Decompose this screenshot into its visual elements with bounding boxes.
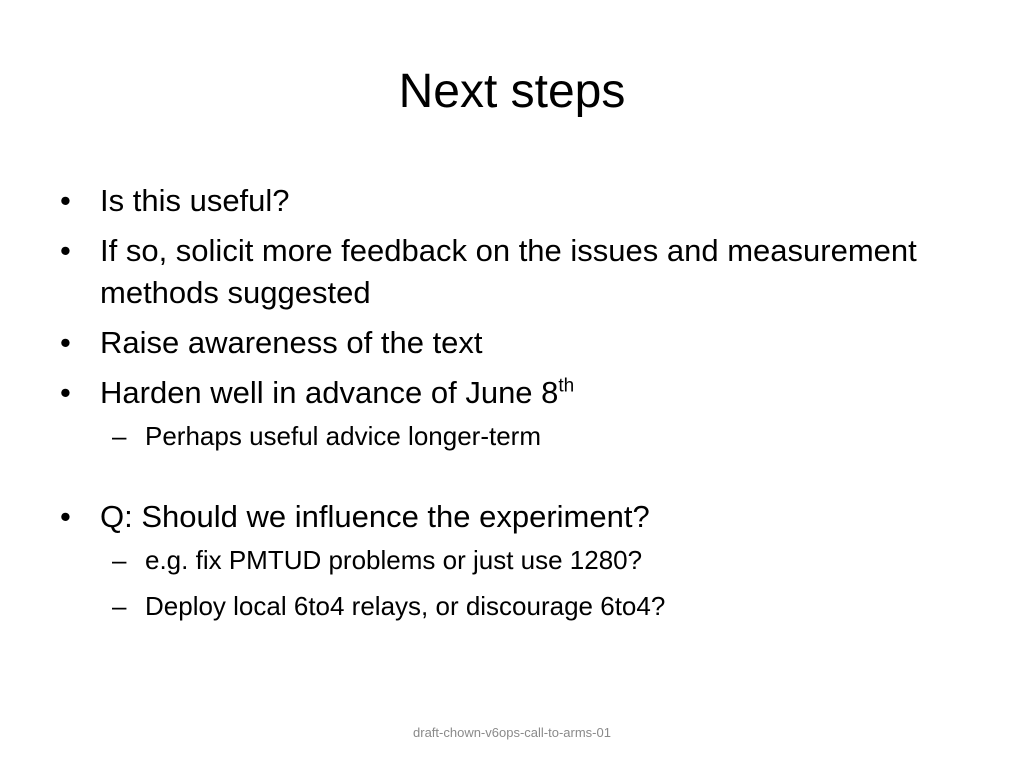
bullet-text: Raise awareness of the text <box>100 325 483 360</box>
ordinal-suffix: th <box>558 375 575 397</box>
dash-glyph: – <box>112 545 127 575</box>
dash-glyph: – <box>112 421 127 451</box>
bullet-item <box>56 322 956 364</box>
dash-glyph: – <box>112 591 127 621</box>
bullet-item <box>56 496 956 538</box>
slide-title: Next steps <box>398 65 626 118</box>
bullet-glyph: • <box>60 233 71 268</box>
bullet-glyph: • <box>60 375 71 410</box>
bullet-glyph: • <box>60 183 71 218</box>
sub-bullet-text: Perhaps useful advice longer-term <box>145 421 541 451</box>
bullet-text: Q: Should we influence the experiment? <box>100 499 650 534</box>
bullet-list <box>56 180 956 624</box>
sub-bullet-item <box>56 588 956 624</box>
sub-bullet-item <box>56 418 956 454</box>
bullet-item <box>56 180 956 222</box>
bullet-glyph: • <box>60 499 71 534</box>
slide-footer: draft-chown-v6ops-call-to-arms-01 <box>413 725 611 740</box>
spacer <box>56 454 956 496</box>
sub-bullet-text: Deploy local 6to4 relays, or discourage 6to4? <box>145 591 666 621</box>
bullet-glyph: • <box>60 325 71 360</box>
bullet-text: Is this useful? <box>100 183 290 218</box>
bullet-text: If so, solicit more feedback on the issues and measurement methods suggested <box>100 233 917 310</box>
bullet-item <box>56 372 956 414</box>
bullet-item <box>56 230 956 314</box>
sub-bullet-text: e.g. fix PMTUD problems or just use 1280? <box>145 545 643 575</box>
sub-bullet-item <box>56 542 956 578</box>
bullet-text: Harden well in advance of June 8 <box>100 375 559 410</box>
